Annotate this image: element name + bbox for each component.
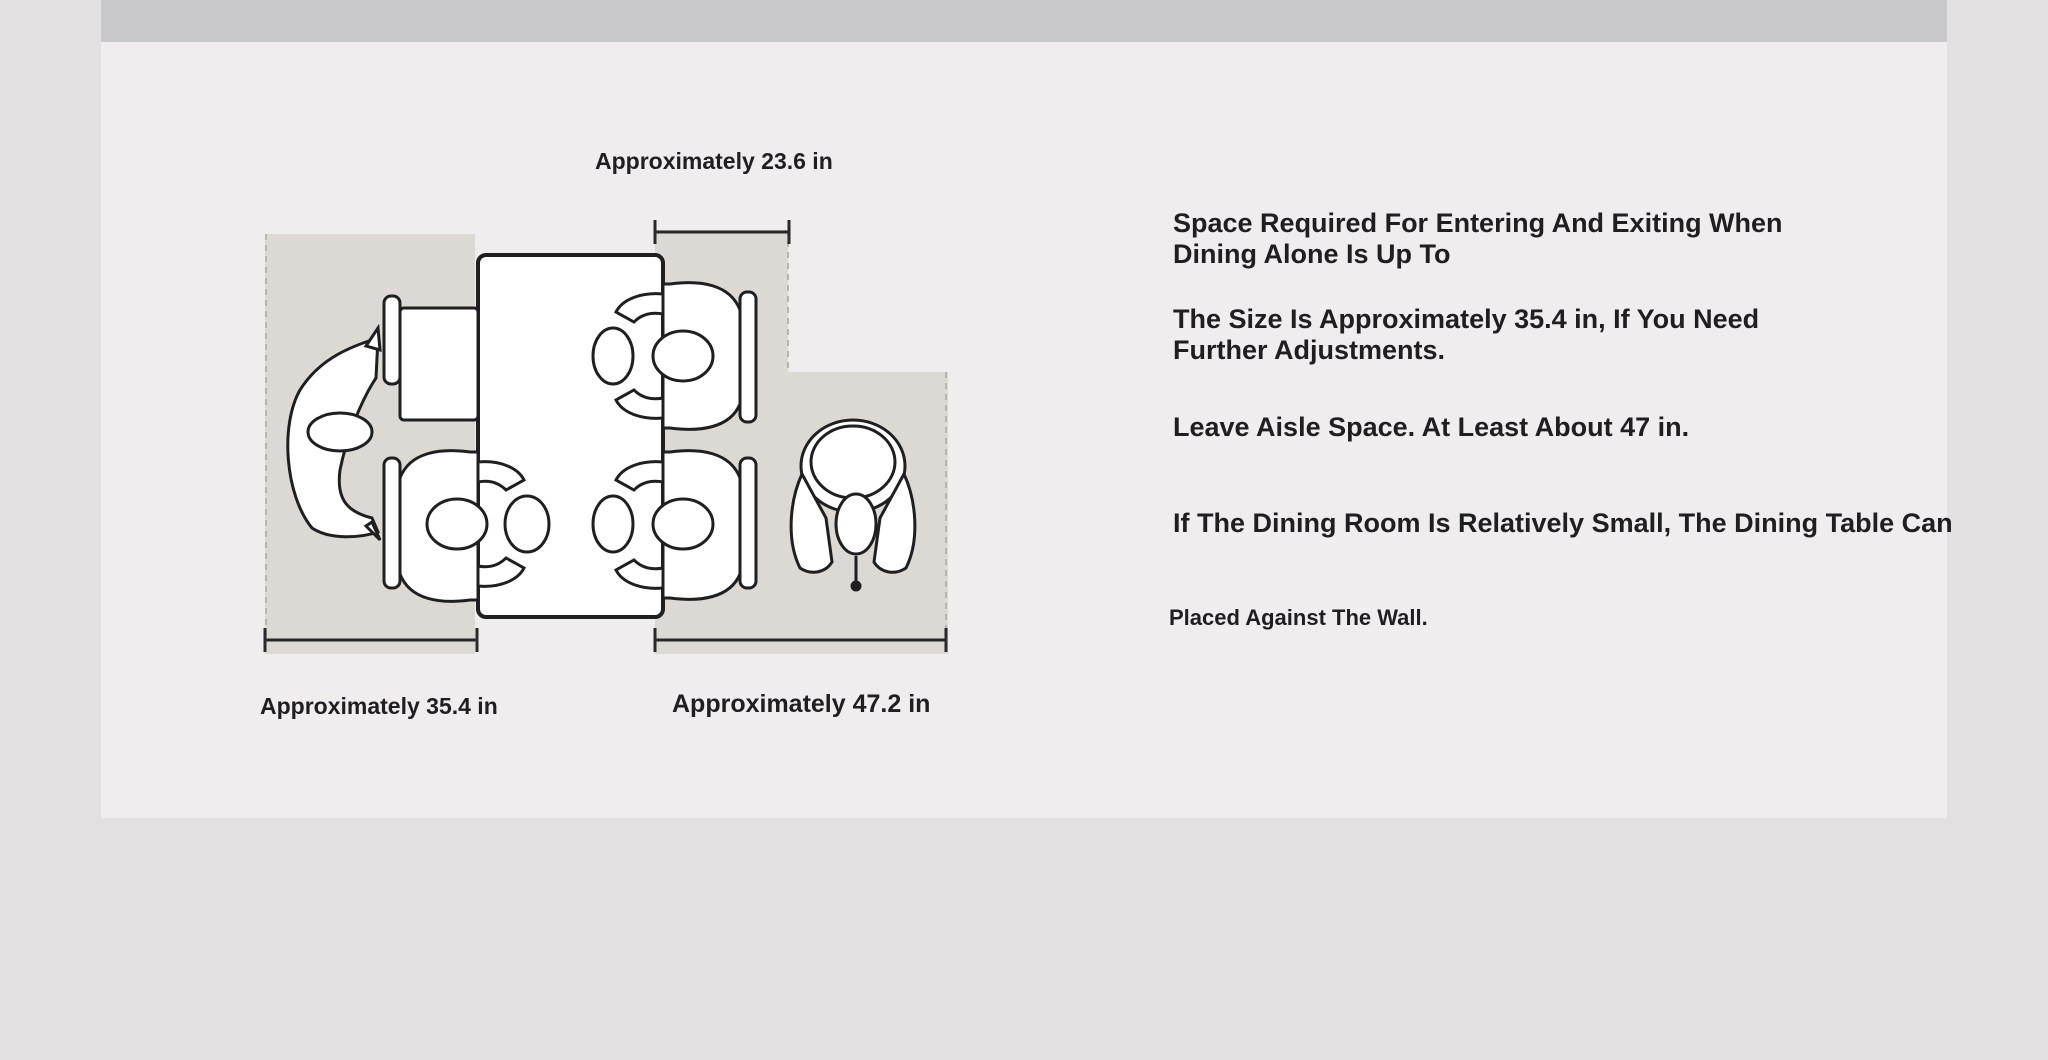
note-entry-space-line1: Space Required For Entering And Exiting When: [1173, 208, 1783, 238]
right-dimension-label: Approximately 47.2 in: [672, 690, 931, 718]
note-small-room: If The Dining Room Is Relatively Small, The Dining Table Can: [1173, 508, 1953, 538]
note-against-wall: Placed Against The Wall.: [1169, 605, 1428, 630]
note-entry-space-line2: Dining Alone Is Up To: [1173, 239, 1451, 269]
note-size-line1: The Size Is Approximately 35.4 in, If You Need: [1173, 304, 1760, 334]
note-aisle-space: Leave Aisle Space. At Least About 47 in.: [1173, 412, 1690, 442]
left-dimension-label: Approximately 35.4 in: [260, 693, 498, 719]
note-size-line2: Further Adjustments.: [1173, 335, 1446, 365]
top-dimension-label: Approximately 23.6 in: [595, 148, 833, 174]
